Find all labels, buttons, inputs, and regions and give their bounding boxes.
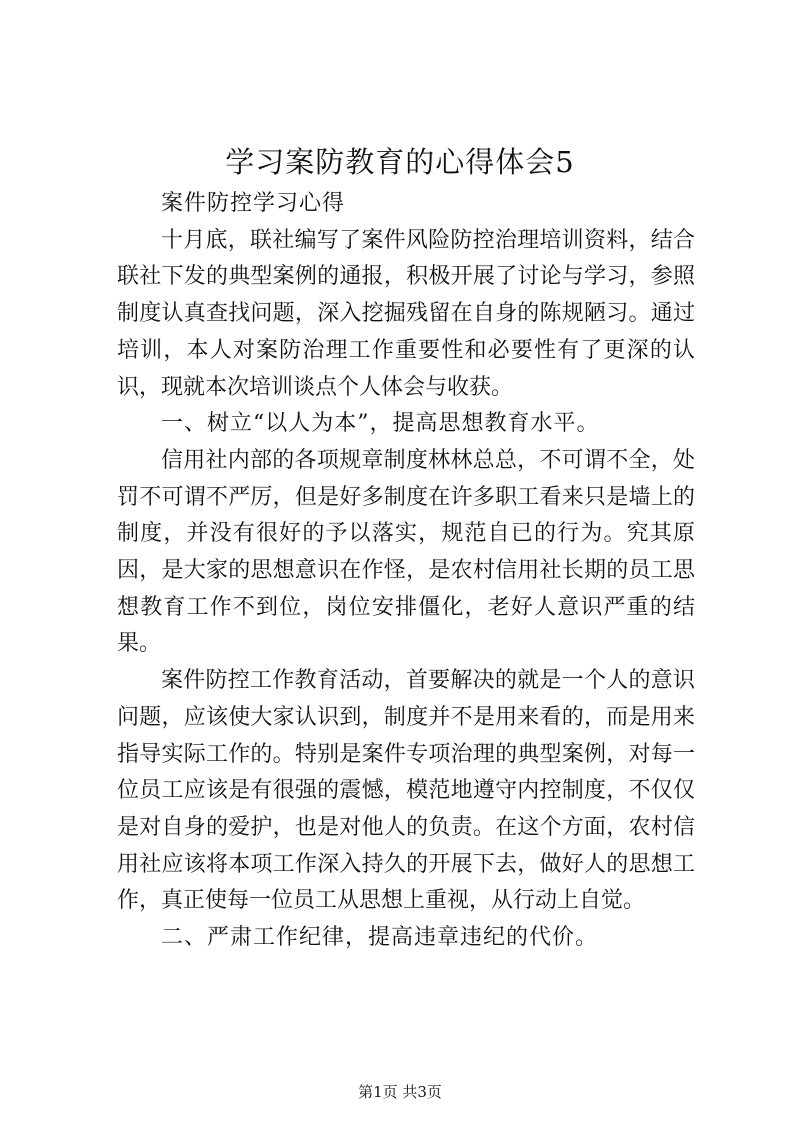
paragraph-2: 案件防控工作教育活动，首要解决的就是一个人的意识问题，应该使大家认识到，制度并不是用来看的，而是用来指导实际工作的。特别是案件专项治理的典型案例，对每一位员工应该是有很强的震憾，模范地遵守内控制度，不仅仅是对自身的爱护，也是对他人的负责。在这个方面，农村信用社应该将本项工作深入持久的开展下去，做好人的思想工作，真正使每一位员工从思想上重视，从行动上自觉。	[117, 668, 695, 914]
paragraph-1: 信用社内部的各项规章制度林林总总，不可谓不全，处罚不可谓不严厉，但是好多制度在许多职工看来只是墙上的制度，并没有很好的予以落实，规范自已的行为。究其原因，是大家的思想意识在作怪，是农村信用社长期的员工思想教育工作不到位，岗位安排僵化，老好人意识严重的结果。	[117, 447, 695, 657]
document-body	[117, 186, 695, 957]
section-subtitle: 案件防控学习心得	[161, 191, 346, 216]
page-footer: 第1页 共3页	[358, 1083, 442, 1101]
section-heading-2: 二、严肃工作纪律，提高违章违纪的代价。	[161, 925, 599, 951]
section-heading-1: 一、树立“以人为本”，提高思想教育水平。	[161, 411, 600, 437]
document-title: 学习案防教育的心得体会5	[225, 145, 575, 179]
paragraph-intro: 十月底，联社编写了案件风险防控治理培训资料，结合联社下发的典型案例的通报，积极开展了讨论与学习，参照制度认真查找问题，深入挖掘残留在自身的陈规陋习。通过培训，本人对案防治理工作重要性和必要性有了更深的认识，现就本次培训谈点个人体会与收获。	[117, 227, 695, 400]
